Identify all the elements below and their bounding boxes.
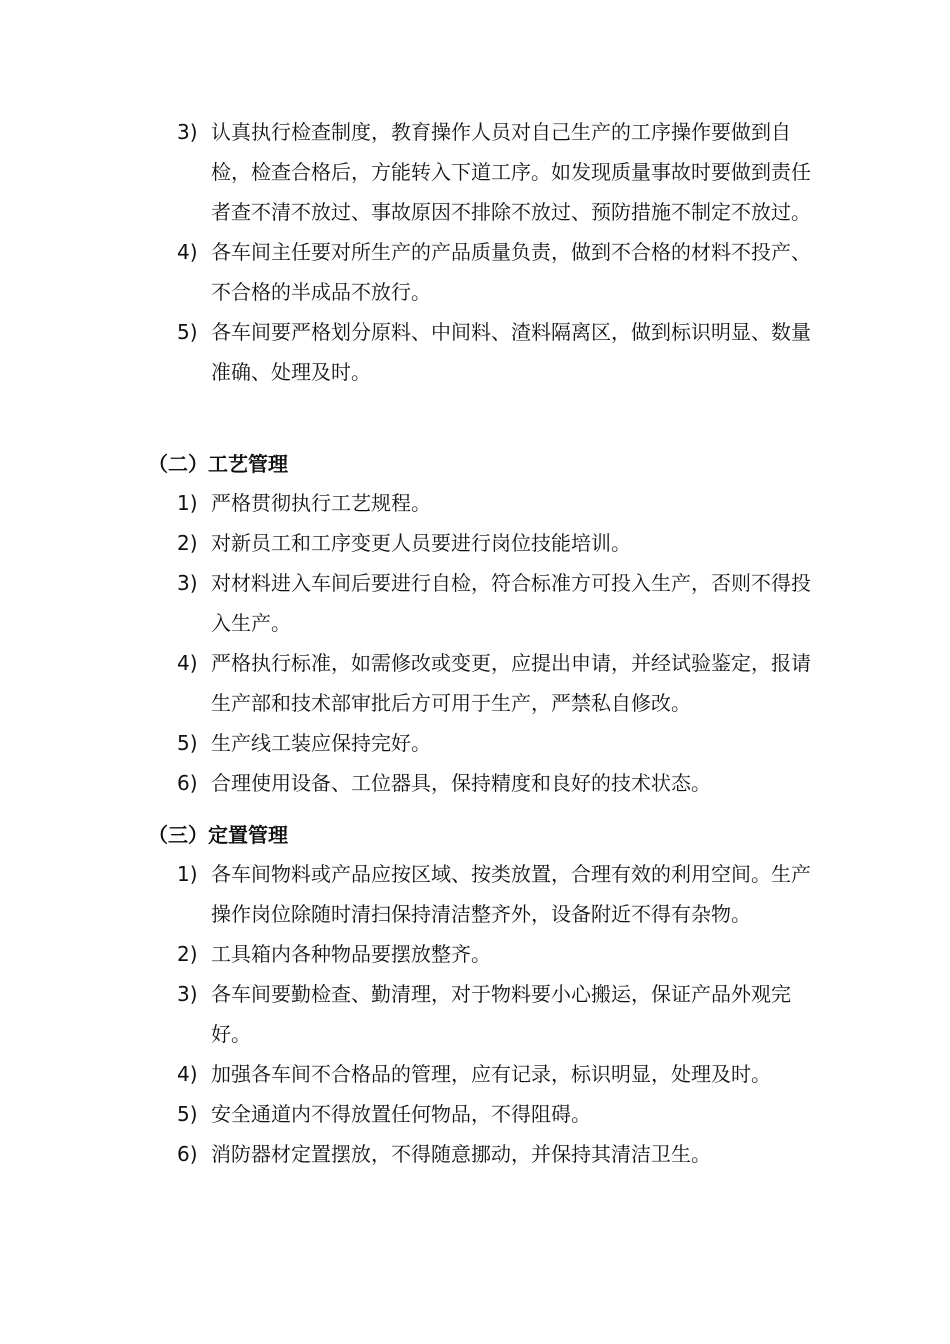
item-text: 严格执行标准，如需修改或变更，应提出申请，并经试验鉴定，报请生产部和技术部审批后方可用于生产，严禁私自修改。 — [211, 651, 811, 715]
item-text: 安全通道内不得放置任何物品，不得阻碍。 — [211, 1102, 591, 1126]
item-number: 3) — [177, 982, 198, 1006]
item-number: 1) — [177, 491, 198, 515]
item-text: 各车间主任要对所生产的产品质量负责，做到不合格的材料不投产、不合格的半成品不放行。 — [211, 240, 811, 304]
item-text: 严格贯彻执行工艺规程。 — [211, 491, 431, 515]
item-number: 2) — [177, 942, 198, 966]
quality-section-continued — [0, 112, 950, 392]
item-text: 加强各车间不合格品的管理，应有记录，标识明显，处理及时。 — [211, 1062, 771, 1086]
list-item — [0, 763, 811, 803]
item-number: 4) — [177, 1062, 198, 1086]
item-number: 2) — [177, 531, 198, 555]
item-number: 1) — [177, 862, 198, 886]
list-item — [0, 643, 811, 723]
item-text: 认真执行检查制度，教育操作人员对自己生产的工序操作要做到自检，检查合格后，方能转入下道工序。如发现质量事故时要做到责任者查不清不放过、事故原因不排除不放过、预防措施不制定不放过。 — [211, 120, 811, 224]
item-number: 6) — [177, 1142, 198, 1166]
item-number: 4) — [177, 651, 198, 675]
list-item — [0, 483, 811, 523]
item-text: 工具箱内各种物品要摆放整齐。 — [211, 942, 491, 966]
list-item — [0, 934, 811, 974]
list-item — [0, 563, 811, 643]
list-item — [0, 974, 811, 1054]
placement-section — [0, 854, 950, 1174]
item-text: 各车间要勤检查、勤清理，对于物料要小心搬运，保证产品外观完好。 — [211, 982, 791, 1046]
list-item — [0, 854, 811, 934]
item-number: 3) — [177, 120, 198, 144]
item-text: 对材料进入车间后要进行自检，符合标准方可投入生产，否则不得投入生产。 — [211, 571, 811, 635]
section-heading-process: （二）工艺管理 — [148, 452, 288, 476]
item-text: 合理使用设备、工位器具，保持精度和良好的技术状态。 — [211, 771, 711, 795]
item-text: 生产线工装应保持完好。 — [211, 731, 431, 755]
list-item — [0, 523, 811, 563]
item-text: 各车间要严格划分原料、中间料、渣料隔离区，做到标识明显、数量准确、处理及时。 — [211, 320, 811, 384]
item-number: 5) — [177, 320, 198, 344]
item-text: 对新员工和工序变更人员要进行岗位技能培训。 — [211, 531, 631, 555]
item-text: 各车间物料或产品应按区域、按类放置，合理有效的利用空间。生产操作岗位除随时清扫保持清洁整齐外，设备附近不得有杂物。 — [211, 862, 811, 926]
item-number: 6) — [177, 771, 198, 795]
list-item — [0, 1094, 811, 1134]
item-number: 4) — [177, 240, 198, 264]
item-number: 5) — [177, 1102, 198, 1126]
list-item — [0, 112, 811, 232]
item-number: 3) — [177, 571, 198, 595]
list-item — [0, 1134, 811, 1174]
item-text: 消防器材定置摆放，不得随意挪动，并保持其清洁卫生。 — [211, 1142, 711, 1166]
item-number: 5) — [177, 731, 198, 755]
list-item — [0, 232, 811, 312]
list-item — [0, 723, 811, 763]
process-section — [0, 483, 950, 803]
section-heading-placement: （三）定置管理 — [148, 823, 288, 847]
list-item — [0, 312, 811, 392]
list-item — [0, 1054, 811, 1094]
